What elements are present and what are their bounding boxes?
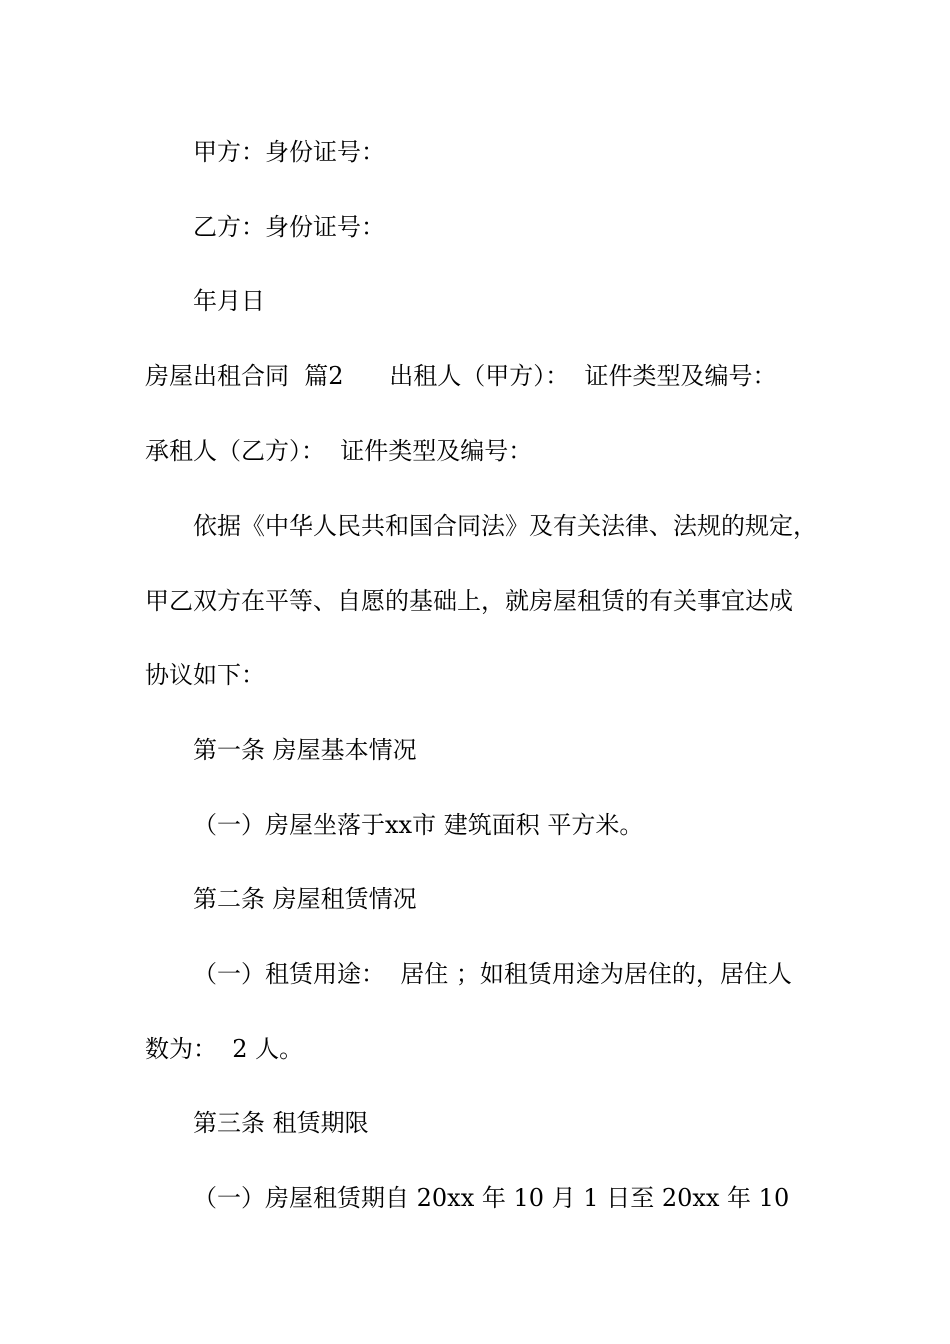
party-b-id-line: 乙方：身份证号： [193,213,385,241]
article-3-clause-1: （一）房屋租赁期自 20xx 年 10 月 1 日至 20xx 年 10 [193,1184,790,1212]
article-1-clause-1: （一）房屋坐落于xx市 建筑面积 平方米。 [193,811,644,839]
paragraph-basis-line-1: 依据《中华人民共和国合同法》及有关法律、法规的规定， [193,512,817,540]
article-2-heading: 第二条 房屋租赁情况 [193,885,417,913]
article-3-heading: 第三条 租赁期限 [193,1109,369,1137]
article-2-clause-1-line-1: （一）租赁用途： 居住 ；如租赁用途为居住的，居住人 [193,960,792,988]
party-a-id-line: 甲方：身份证号： [193,138,385,166]
article-2-clause-1-line-2: 数为： 2 人。 [145,1035,304,1063]
date-line: 年月日 [193,287,265,315]
paragraph-basis-line-3: 协议如下： [145,661,265,689]
lessee-line: 承租人（乙方）： 证件类型及编号： [145,437,533,465]
article-1-heading: 第一条 房屋基本情况 [193,736,417,764]
contract-title-line: 房屋出租合同 篇2 出租人（甲方）： 证件类型及编号： [145,362,777,390]
paragraph-basis-line-2: 甲乙双方在平等、自愿的基础上，就房屋租赁的有关事宜达成 [145,587,793,615]
